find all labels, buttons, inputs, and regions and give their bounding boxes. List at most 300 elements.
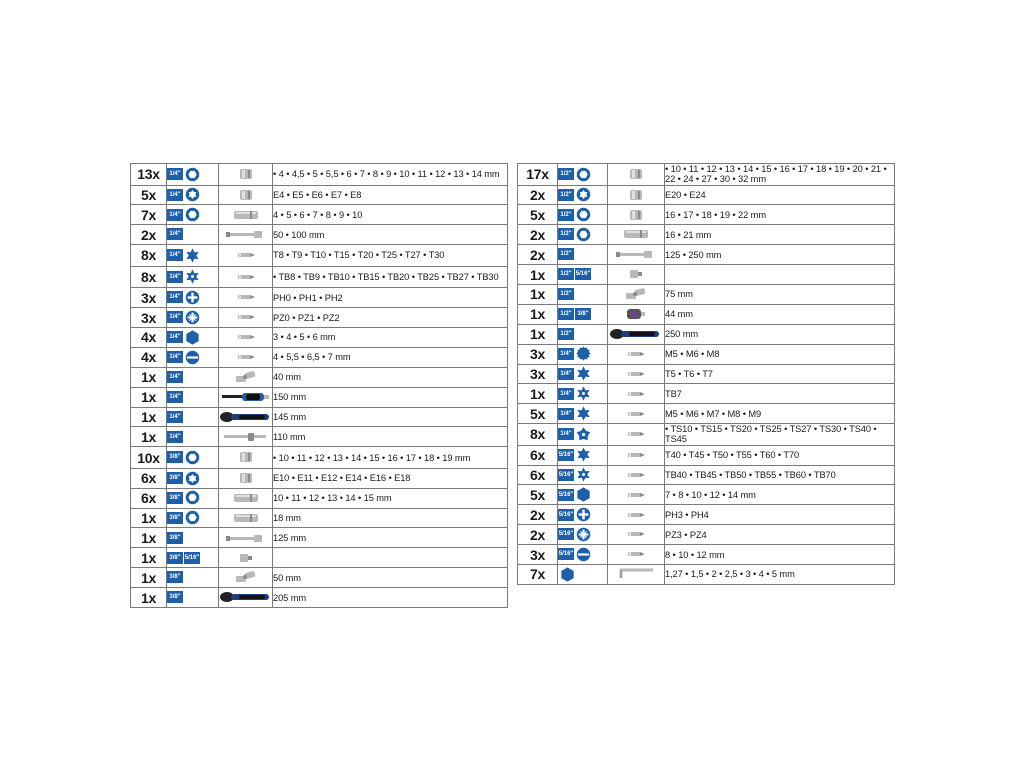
drive-size-badge: 1/2"	[558, 228, 574, 240]
sizes-cell: PZ3 • PZ4	[665, 525, 895, 545]
quantity-cell: 8x	[131, 245, 167, 267]
drive-cell	[558, 485, 608, 505]
tool-image-cell	[608, 565, 665, 585]
sizes-cell: E20 • E24	[665, 185, 895, 205]
table-row	[131, 427, 508, 447]
quantity-cell: 1x	[131, 367, 167, 387]
drive-size-badge: 1/4"	[558, 348, 574, 360]
quantity-cell: 1x	[131, 528, 167, 548]
drive-size-badge: 1/4"	[558, 428, 574, 440]
drive-size-badge: 1/4"	[167, 249, 183, 261]
table-row	[518, 324, 895, 344]
drive-size-badge: 1/4"	[167, 311, 183, 323]
drive-size-badge: 3/8"	[167, 492, 183, 504]
table-row	[131, 447, 508, 469]
drive-cell	[558, 284, 608, 304]
adapter-icon	[237, 551, 255, 565]
e-torx-icon	[576, 187, 591, 202]
quantity-cell: 3x	[518, 364, 558, 384]
sizes-cell: 8 • 10 • 12 mm	[665, 545, 895, 565]
tool-image-cell	[219, 407, 273, 427]
drive-cell	[558, 364, 608, 384]
sizes-cell: 4 • 5 • 6 • 7 • 8 • 9 • 10	[273, 205, 508, 225]
drive-cell	[167, 387, 219, 407]
quantity-cell: 5x	[518, 485, 558, 505]
tool-image-cell	[219, 488, 273, 508]
drive-size-badge: 5/16"	[558, 449, 574, 461]
ratchet-icon	[609, 327, 663, 341]
table-row	[131, 347, 508, 367]
sizes-cell	[273, 548, 508, 568]
drive-size-badge: 3/8"	[167, 472, 183, 484]
drive-size-badge: 1/4"	[167, 168, 183, 180]
sizes-cell: M5 • M6 • M7 • M8 • M9	[665, 404, 895, 424]
drive-cell	[167, 288, 219, 308]
drive-cell	[167, 508, 219, 528]
quantity-cell: 3x	[518, 344, 558, 364]
drive-size-badge-secondary: 3/8"	[575, 308, 591, 320]
table-row	[518, 265, 895, 285]
hex-bit-icon	[560, 567, 575, 582]
table-row	[131, 568, 508, 588]
bit-icon	[624, 510, 648, 520]
tool-image-cell	[608, 424, 665, 446]
drive-size-badge: 5/16"	[558, 469, 574, 481]
drive-size-badge: 1/4"	[167, 371, 183, 383]
quantity-cell: 1x	[131, 427, 167, 447]
tool-image-cell	[608, 284, 665, 304]
tool-image-cell	[219, 367, 273, 387]
drive-cell	[167, 568, 219, 588]
spline-icon	[576, 346, 591, 361]
sizes-cell: 250 mm	[665, 324, 895, 344]
sizes-cell: PH0 • PH1 • PH2	[273, 288, 508, 308]
sizes-cell: 16 • 21 mm	[665, 225, 895, 245]
quantity-cell: 4x	[131, 327, 167, 347]
bit-icon	[234, 250, 258, 260]
drive-cell	[167, 407, 219, 427]
hex-socket-icon	[576, 167, 591, 182]
drive-cell	[558, 384, 608, 404]
drive-size-badge: 1/4"	[558, 408, 574, 420]
socket-deep-icon	[232, 491, 260, 505]
drive-cell	[167, 327, 219, 347]
quantity-cell: 13x	[131, 164, 167, 186]
tool-image-cell	[608, 205, 665, 225]
tool-image-cell	[219, 528, 273, 548]
drive-cell	[558, 465, 608, 485]
bit-icon	[624, 389, 648, 399]
table-row	[518, 404, 895, 424]
table-row	[131, 387, 508, 407]
drive-cell	[167, 528, 219, 548]
ratchet-icon	[219, 590, 273, 604]
tool-image-cell	[219, 548, 273, 568]
drive-size-badge: 1/4"	[167, 271, 183, 283]
sizes-cell: T8 • T9 • T10 • T15 • T20 • T25 • T27 • T30	[273, 245, 508, 267]
table-row	[518, 465, 895, 485]
sizes-cell: 18 mm	[273, 508, 508, 528]
quantity-cell: 1x	[518, 265, 558, 285]
tool-image-cell	[219, 164, 273, 186]
socket-deep-icon	[232, 208, 260, 222]
drive-cell	[167, 266, 219, 288]
table-row	[518, 445, 895, 465]
tool-image-cell	[219, 308, 273, 328]
quantity-cell: 1x	[518, 324, 558, 344]
drive-size-badge: 1/2"	[558, 288, 574, 300]
quantity-cell: 2x	[518, 505, 558, 525]
quantity-cell: 5x	[518, 404, 558, 424]
quantity-cell: 6x	[518, 465, 558, 485]
sizes-cell: 10 • 11 • 12 • 13 • 14 • 15 mm	[273, 488, 508, 508]
drive-cell	[167, 245, 219, 267]
drive-cell	[558, 245, 608, 265]
sizes-cell: T5 • T6 • T7	[665, 364, 895, 384]
drive-size-badge: 5/16"	[558, 548, 574, 560]
quantity-cell: 1x	[518, 384, 558, 404]
tool-image-cell	[608, 265, 665, 285]
table-row	[131, 288, 508, 308]
drive-size-badge: 3/8"	[167, 591, 183, 603]
drive-size-badge: 1/4"	[167, 228, 183, 240]
drive-size-badge: 1/4"	[167, 351, 183, 363]
table-row	[131, 225, 508, 245]
phillips-icon	[185, 290, 200, 305]
table-row	[518, 424, 895, 446]
tool-image-cell	[608, 485, 665, 505]
table-row	[131, 468, 508, 488]
drive-cell	[167, 468, 219, 488]
drive-size-badge: 3/8"	[167, 552, 183, 564]
universal-joint-icon	[623, 286, 649, 302]
tool-image-cell	[219, 347, 273, 367]
drive-cell	[558, 565, 608, 585]
tool-image-cell	[219, 468, 273, 488]
table-row	[131, 548, 508, 568]
tool-image-cell	[608, 384, 665, 404]
tool-image-cell	[219, 568, 273, 588]
tool-image-cell	[219, 185, 273, 205]
quantity-cell: 6x	[518, 445, 558, 465]
tool-image-cell	[219, 288, 273, 308]
sizes-cell: 110 mm	[273, 427, 508, 447]
e-torx-icon	[185, 471, 200, 486]
bit-icon	[624, 349, 648, 359]
drive-cell	[558, 505, 608, 525]
sizes-cell: 40 mm	[273, 367, 508, 387]
socket-deep-icon	[622, 227, 650, 241]
table-row	[131, 327, 508, 347]
pozidriv-icon	[185, 310, 200, 325]
drive-cell	[167, 367, 219, 387]
quantity-cell: 1x	[131, 508, 167, 528]
sizes-cell: 205 mm	[273, 588, 508, 608]
socket-deep-icon	[232, 511, 260, 525]
quantity-cell: 6x	[131, 488, 167, 508]
drive-cell	[558, 424, 608, 446]
table-row	[518, 304, 895, 324]
sizes-cell: 44 mm	[665, 304, 895, 324]
sizes-cell: M5 • M6 • M8	[665, 344, 895, 364]
hex-socket-icon	[576, 207, 591, 222]
table-row	[518, 344, 895, 364]
socket-short-icon	[235, 450, 257, 464]
table-row	[518, 205, 895, 225]
tool-image-cell	[608, 344, 665, 364]
bit-icon	[624, 549, 648, 559]
bit-icon	[234, 332, 258, 342]
drive-size-badge: 1/4"	[558, 368, 574, 380]
drive-cell	[167, 488, 219, 508]
table-row	[131, 367, 508, 387]
drive-cell	[167, 308, 219, 328]
tool-image-cell	[219, 588, 273, 608]
slotted-icon	[185, 350, 200, 365]
drive-size-badge: 5/16"	[558, 489, 574, 501]
drive-cell	[558, 304, 608, 324]
screwdriver-handle-icon	[220, 390, 272, 404]
bit-icon	[624, 470, 648, 480]
quantity-cell: 2x	[518, 225, 558, 245]
drive-cell	[558, 185, 608, 205]
sizes-cell: • 10 • 11 • 12 • 13 • 14 • 15 • 16 • 17 • 18 • 19 mm	[273, 447, 508, 469]
tool-image-cell	[608, 445, 665, 465]
sizes-cell: 4 • 5,5 • 6,5 • 7 mm	[273, 347, 508, 367]
sizes-cell	[665, 265, 895, 285]
socket-short-icon	[625, 208, 647, 222]
drive-size-badge: 1/4"	[167, 431, 183, 443]
socket-short-icon	[235, 471, 257, 485]
tool-image-cell	[219, 327, 273, 347]
quantity-cell: 5x	[518, 205, 558, 225]
table-row	[518, 164, 895, 186]
pozidriv-icon	[576, 527, 591, 542]
table-row	[131, 266, 508, 288]
tool-image-cell	[608, 225, 665, 245]
table-row	[131, 205, 508, 225]
table-row	[131, 528, 508, 548]
bit-icon	[234, 312, 258, 322]
drive-cell	[167, 347, 219, 367]
tool-image-cell	[219, 427, 273, 447]
ratchet-icon	[219, 410, 273, 424]
bit-icon	[624, 450, 648, 460]
hex-socket-icon	[185, 510, 200, 525]
drive-cell	[167, 205, 219, 225]
drive-cell	[558, 545, 608, 565]
torx-icon	[576, 447, 591, 462]
drive-cell	[167, 447, 219, 469]
bit-icon	[624, 490, 648, 500]
quantity-cell: 2x	[518, 525, 558, 545]
sizes-cell: 125 mm	[273, 528, 508, 548]
drive-cell	[558, 265, 608, 285]
drive-cell	[558, 324, 608, 344]
quantity-cell: 7x	[131, 205, 167, 225]
e-torx-icon	[185, 187, 200, 202]
hex-key-icon	[615, 567, 657, 581]
extension-bar-icon	[224, 228, 268, 240]
sizes-cell: E10 • E11 • E12 • E14 • E16 • E18	[273, 468, 508, 488]
tool-image-cell	[219, 225, 273, 245]
drive-cell	[558, 344, 608, 364]
drive-size-badge: 1/4"	[167, 189, 183, 201]
sizes-cell: 50 mm	[273, 568, 508, 588]
table-row	[518, 505, 895, 525]
tool-image-cell	[608, 525, 665, 545]
drive-cell	[558, 404, 608, 424]
bit-icon	[624, 529, 648, 539]
drive-size-badge: 1/4"	[167, 411, 183, 423]
tool-image-cell	[219, 205, 273, 225]
t-handle-icon	[222, 431, 270, 443]
quantity-cell: 8x	[518, 424, 558, 446]
table-row	[131, 407, 508, 427]
hex-socket-icon	[185, 167, 200, 182]
right-parts-table	[517, 163, 895, 585]
drive-size-badge: 5/16"	[558, 528, 574, 540]
hex-bit-icon	[185, 330, 200, 345]
tool-image-cell	[608, 164, 665, 186]
quantity-cell: 8x	[131, 266, 167, 288]
tool-image-cell	[608, 185, 665, 205]
quantity-cell: 7x	[518, 565, 558, 585]
table-row	[518, 284, 895, 304]
quantity-cell: 3x	[518, 545, 558, 565]
torx-icon	[576, 406, 591, 421]
bit-icon	[234, 292, 258, 302]
tool-image-cell	[219, 387, 273, 407]
drive-size-badge: 1/2"	[558, 268, 574, 280]
universal-joint-icon	[233, 569, 259, 585]
sizes-cell: E4 • E5 • E6 • E7 • E8	[273, 185, 508, 205]
drive-size-badge: 1/4"	[167, 331, 183, 343]
drive-size-badge: 1/2"	[558, 209, 574, 221]
table-row	[131, 185, 508, 205]
table-row	[518, 384, 895, 404]
sizes-cell: 150 mm	[273, 387, 508, 407]
drive-size-badge: 1/2"	[558, 308, 574, 320]
sizes-cell: • TS10 • TS15 • TS20 • TS25 • TS27 • TS30 • TS40 • TS45	[665, 424, 895, 446]
tool-image-cell	[608, 465, 665, 485]
drive-size-badge-secondary: 5/16"	[575, 268, 591, 280]
drive-cell	[558, 225, 608, 245]
sizes-cell: 3 • 4 • 5 • 6 mm	[273, 327, 508, 347]
extension-bar-icon	[224, 532, 268, 544]
quantity-cell: 4x	[131, 347, 167, 367]
tool-image-cell	[219, 447, 273, 469]
table-row	[131, 588, 508, 608]
sizes-cell: • 4 • 4,5 • 5 • 5,5 • 6 • 7 • 8 • 9 • 10 • 11 • 12 • 13 • 14 mm	[273, 164, 508, 186]
table-row	[518, 185, 895, 205]
drive-cell	[558, 525, 608, 545]
quantity-cell: 5x	[131, 185, 167, 205]
drive-cell	[167, 225, 219, 245]
sizes-cell: PH3 • PH4	[665, 505, 895, 525]
hex-socket-icon	[185, 207, 200, 222]
hex-bit-icon	[576, 487, 591, 502]
drive-size-badge: 1/2"	[558, 189, 574, 201]
quantity-cell: 1x	[131, 548, 167, 568]
bit-icon	[234, 352, 258, 362]
sizes-cell: 145 mm	[273, 407, 508, 427]
quantity-cell: 1x	[518, 284, 558, 304]
bit-icon	[624, 369, 648, 379]
quantity-cell: 2x	[131, 225, 167, 245]
tool-image-cell	[219, 245, 273, 267]
extension-bar-icon	[614, 248, 658, 260]
table-row	[518, 245, 895, 265]
torx-tamper-icon	[185, 269, 200, 284]
quantity-cell: 1x	[131, 387, 167, 407]
table-row	[131, 488, 508, 508]
quantity-cell: 2x	[518, 185, 558, 205]
quantity-cell: 1x	[131, 588, 167, 608]
drive-cell	[167, 185, 219, 205]
tool-image-cell	[219, 266, 273, 288]
sizes-cell: TB40 • TB45 • TB50 • TB55 • TB60 • TB70	[665, 465, 895, 485]
hex-socket-icon	[185, 450, 200, 465]
hex-socket-icon	[185, 490, 200, 505]
drive-size-badge: 1/4"	[167, 291, 183, 303]
quantity-cell: 17x	[518, 164, 558, 186]
table-row	[518, 364, 895, 384]
table-row	[131, 164, 508, 186]
universal-joint-icon	[233, 369, 259, 385]
quantity-cell: 1x	[518, 304, 558, 324]
sizes-cell: • 10 • 11 • 12 • 13 • 14 • 15 • 16 • 17 • 18 • 19 • 20 • 21 • 22 • 24 • 27 • 30 • 32 mm	[665, 164, 895, 186]
drive-size-badge: 1/2"	[558, 168, 574, 180]
quantity-cell: 1x	[131, 407, 167, 427]
drive-cell	[558, 445, 608, 465]
socket-short-icon	[625, 167, 647, 181]
drive-size-badge: 1/4"	[167, 391, 183, 403]
tool-image-cell	[219, 508, 273, 528]
sizes-cell: 1,27 • 1,5 • 2 • 2,5 • 3 • 4 • 5 mm	[665, 565, 895, 585]
bit-icon	[234, 272, 258, 282]
sizes-cell: 50 • 100 mm	[273, 225, 508, 245]
bit-icon	[624, 429, 648, 439]
tool-image-cell	[608, 545, 665, 565]
drive-size-badge: 1/2"	[558, 328, 574, 340]
drive-size-badge-secondary: 5/16"	[184, 552, 200, 564]
socket-short-icon	[235, 167, 257, 181]
drive-cell	[167, 548, 219, 568]
tool-image-cell	[608, 324, 665, 344]
quantity-cell: 10x	[131, 447, 167, 469]
bit-icon	[624, 409, 648, 419]
table-row	[518, 565, 895, 585]
drive-size-badge: 1/4"	[167, 209, 183, 221]
table-row	[518, 525, 895, 545]
torx-tamper-icon	[576, 386, 591, 401]
sizes-cell: PZ0 • PZ1 • PZ2	[273, 308, 508, 328]
table-row	[131, 245, 508, 267]
tool-image-cell	[608, 364, 665, 384]
sizes-cell: • TB8 • TB9 • TB10 • TB15 • TB20 • TB25 • TB27 • TB30	[273, 266, 508, 288]
table-row	[131, 508, 508, 528]
sizes-cell: TB7	[665, 384, 895, 404]
drive-size-badge: 5/16"	[558, 509, 574, 521]
socket-short-icon	[235, 188, 257, 202]
tool-image-cell	[608, 404, 665, 424]
drive-size-badge: 3/8"	[167, 451, 183, 463]
drive-cell	[167, 427, 219, 447]
sizes-cell: 16 • 17 • 18 • 19 • 22 mm	[665, 205, 895, 225]
quantity-cell: 3x	[131, 288, 167, 308]
tool-image-cell	[608, 304, 665, 324]
